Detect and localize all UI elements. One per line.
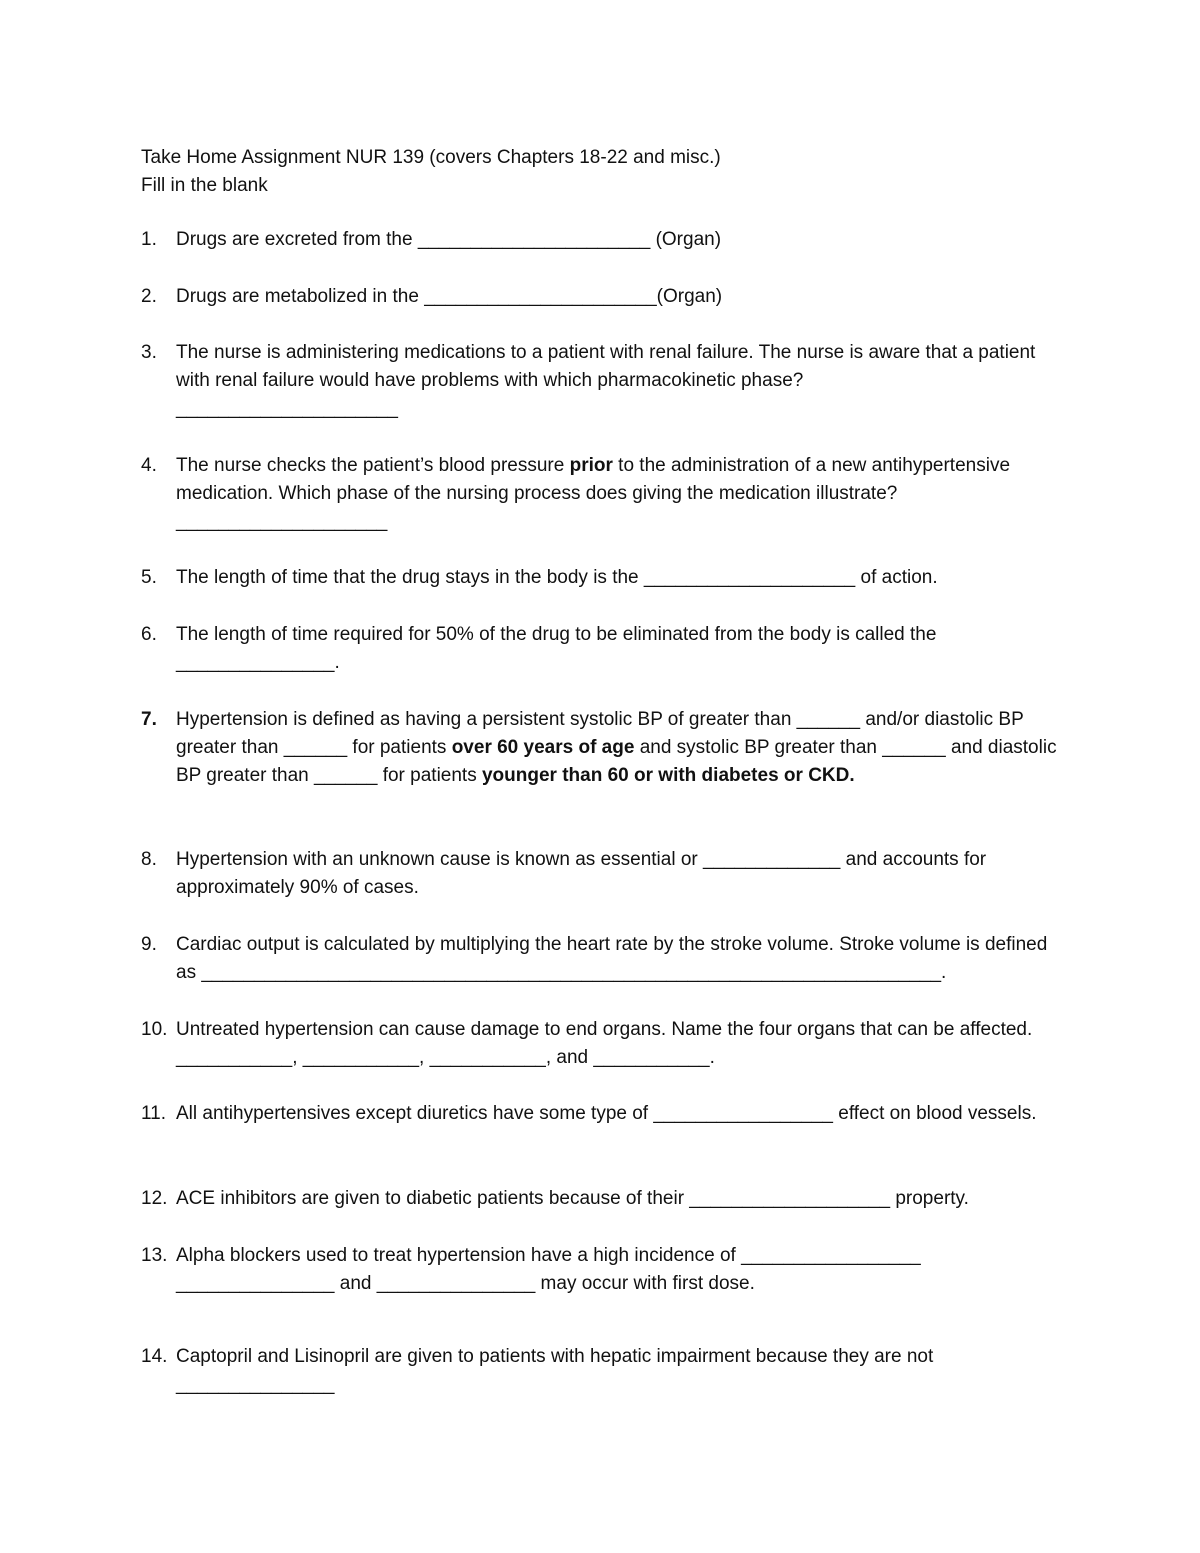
question-text <box>176 706 1071 790</box>
emphasis-text: prior <box>569 455 613 476</box>
question-text: Untreated hypertension can cause damage to end organs. Name the four organs that can be affected. ___________, ___________, ___________, and ___________. <box>176 1019 1033 1068</box>
question-number: 3. <box>141 342 157 363</box>
question-text <box>176 452 1071 536</box>
question-11 <box>141 1100 1071 1128</box>
question-6 <box>141 621 1071 677</box>
question-3 <box>141 339 1071 423</box>
question-number: 6. <box>141 624 157 645</box>
question-text: Captopril and Lisinopril are given to patients with hepatic impairment because they are not <box>176 1346 934 1367</box>
question-number: 13. <box>141 1245 168 1266</box>
answer-blank: _______________ <box>176 1374 335 1395</box>
question-number: 7. <box>141 709 157 730</box>
question-text-part: to the administration of a new antihypertensive medication. Which phase of the nursing process does giving the medication illustrate? ____________________ <box>176 455 1011 532</box>
question-text: All antihypertensives except diuretics have some type of _________________ effect on blood vessels. <box>176 1103 1037 1124</box>
emphasis-text: younger than 60 or with diabetes or CKD. <box>481 765 855 786</box>
question-number: 8. <box>141 849 157 870</box>
question-5 <box>141 564 1071 592</box>
question-10 <box>141 1016 1071 1072</box>
page-title: Take Home Assignment NUR 139 (covers Chapters 18-22 and misc.) <box>141 147 721 168</box>
question-number: 2. <box>141 286 157 307</box>
question-2 <box>141 283 1071 311</box>
answer-blank: _______________. <box>176 652 340 673</box>
emphasis-text: over 60 years of age <box>451 737 635 758</box>
question-9 <box>141 931 1071 987</box>
question-text-part: The nurse checks the patient’s blood pressure <box>176 455 570 476</box>
question-number: 10. <box>141 1019 168 1040</box>
question-number: 1. <box>141 229 157 250</box>
question-text: Alpha blockers used to treat hypertension have a high incidence of _________________ <box>176 1245 921 1266</box>
question-number: 4. <box>141 455 157 476</box>
question-number: 9. <box>141 934 157 955</box>
question-text: The nurse is administering medications to a patient with renal failure. The nurse is aware that a patient with renal failure would have problems with which pharmacokinetic phase? <box>176 342 1036 391</box>
question-number: 5. <box>141 567 157 588</box>
question-7 <box>141 706 1071 790</box>
question-text: Cardiac output is calculated by multiplying the heart rate by the stroke volume. Stroke volume is defined as ______________________________________________________________________. <box>176 934 1048 983</box>
question-text: Hypertension with an unknown cause is known as essential or _____________ and accounts for approximately 90% of cases. <box>176 849 987 898</box>
question-12 <box>141 1185 1071 1213</box>
question-14 <box>141 1343 1071 1399</box>
question-text: The length of time required for 50% of the drug to be eliminated from the body is called the <box>176 624 937 645</box>
answer-blank: _____________________ <box>176 398 398 419</box>
question-number: 12. <box>141 1188 168 1209</box>
question-number: 11. <box>141 1103 167 1124</box>
question-text-part: and systolic BP greater than ______ and diastolic BP greater than ______ for patients <box>176 737 1057 786</box>
question-text-continued: _______________ and _______________ may occur with first dose. <box>176 1273 755 1294</box>
question-number: 14. <box>141 1346 168 1367</box>
question-text: The length of time that the drug stays in the body is the ____________________ of action. <box>176 567 938 588</box>
question-13 <box>141 1242 1071 1298</box>
question-8 <box>141 846 1071 902</box>
question-text: ACE inhibitors are given to diabetic patients because of their ___________________ property. <box>176 1188 969 1209</box>
question-text: Drugs are excreted from the ______________________ (Organ) <box>176 229 722 250</box>
question-4 <box>141 452 1071 536</box>
question-text-part: Hypertension is defined as having a persistent systolic BP of greater than ______ and/or diastolic BP greater than ______ for patients <box>176 709 1024 758</box>
page-subtitle: Fill in the blank <box>141 175 268 196</box>
question-text: Drugs are metabolized in the ______________________(Organ) <box>176 286 723 307</box>
question-1 <box>141 226 1071 254</box>
